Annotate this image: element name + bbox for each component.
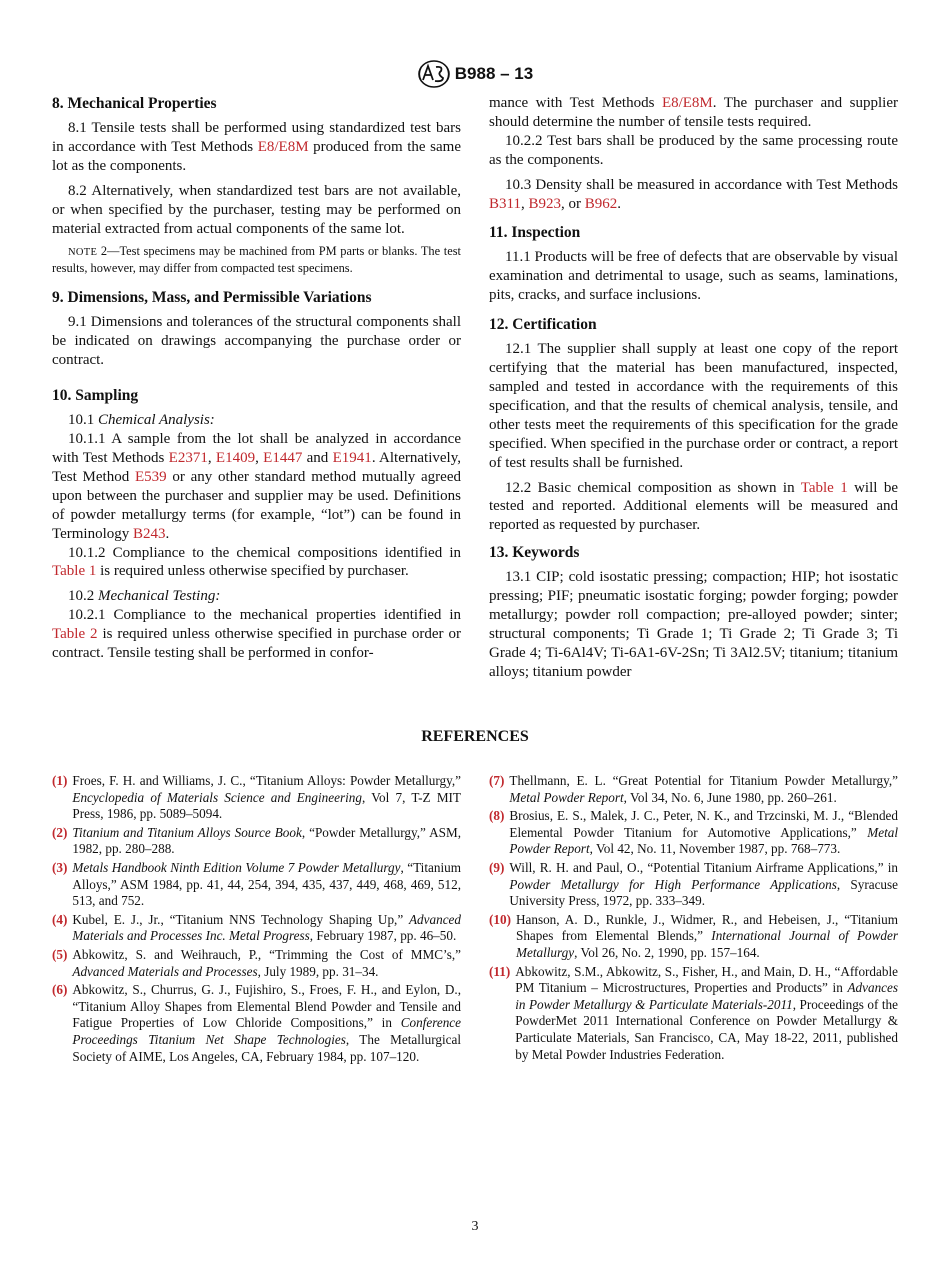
link-b243[interactable]: B243 xyxy=(133,525,166,542)
paragraph-10-2-1: 10.2.1 Compliance to the mechanical properties identified in Table 2 is required unless otherwise specified in purchase order or contract. Tensile testing shall be performed in confor- xyxy=(52,607,461,662)
reference-7: (7) Thellmann, E. L. “Great Potential for Titanium Powder Metallurgy,” Metal Powder Report, Vol 34, No. 6, June 1980, pp. 260–261. xyxy=(489,773,898,805)
paragraph-12-2: 12.2 Basic chemical composition as shown in Table 1 will be tested and reported. Additional elements will be measured and reported as requested by purchaser. xyxy=(489,479,898,534)
link-b962[interactable]: B962 xyxy=(584,195,618,212)
link-b311[interactable]: B311 xyxy=(489,195,521,212)
reference-5: (5) Abkowitz, S. and Weihrauch, P., “Trimming the Cost of MMC’s,” Advanced Materials and Processes, July 1989, pp. 31–34. xyxy=(52,946,461,979)
paragraph-11-1: 11.1 Products will be free of defects that are observable by visual examination and detrimental to usage, such as seams, laminations, pits, cracks, and surface inclusions. xyxy=(489,249,898,304)
link-e2371[interactable]: E2371 xyxy=(168,449,208,466)
link-e1447[interactable]: E1447 xyxy=(263,449,303,466)
astm-logo-icon xyxy=(417,58,451,90)
note-2: NOTE 2—Test specimens may be machined from PM parts or blanks. The test results, however, may differ from compacted test specimens. xyxy=(52,244,461,275)
link-table-2[interactable]: Table 2 xyxy=(52,626,98,643)
section-9-title: 9. Dimensions, Mass, and Permissible Variations xyxy=(52,289,372,307)
paragraph-12-1: 12.1 The supplier shall supply at least one copy of the report certifying that the material has been manufactured, inspected, sampled and tested in accordance with the requirements of this specification, and that the results of chemical analysis, tensile, and other tests meet the requirements of this specification for the grade specified. When specified in the purchase order or contract, a report of test results shall be furnished. xyxy=(489,341,898,471)
reference-10: (10) Hanson, A. D., Runkle, J., Widmer, R., and Hebeisen, J., “Titanium Shapes from Elemental Blends,” International Journal of Powder Metallurgy, Vol 26, No. 2, 1990, pp. 157–164. xyxy=(489,911,898,960)
paragraph-10-1-1: 10.1.1 A sample from the lot shall be analyzed in accordance with Test Methods E2371, E1409, E1447 and E1941. Alternatively, Test Method E539 or any other standard method mutually agreed upon between the purchaser and supplier may be used. Definitions of powder metallurgy terms (for example, “lot”) can be found in Terminology B243. xyxy=(52,431,461,542)
paragraph-10-1: 10.1 Chemical Analysis: xyxy=(68,412,215,429)
section-13-title: 13. Keywords xyxy=(489,544,580,562)
reference-11: (11) Abkowitz, S.M., Abkowitz, S., Fisher, H., and Main, D. H., “Affordable PM Titanium – Microstructures, Properties and Products” in Advances in Powder Metallurgy & Particulate Materials-2011, Proceedings of the PowderMet 2011 International Conference on Powder Metallurgy & Particulate Materials, San Francisco, CA, May 18-22, 2011, published by Metal Powder Industries Federation. xyxy=(489,963,898,1062)
link-e1409[interactable]: E1409 xyxy=(215,449,256,466)
section-8-title: 8. Mechanical Properties xyxy=(52,95,217,112)
reference-6: (6) Abkowitz, S., Churrus, G. J., Fujishiro, S., Froes, F. H., and Eylon, D., “Titanium Alloy Shapes from Elemental Blend Powder and Tensile and Fatigue Properties of Low Chloride Compositions,” in Conference Proceedings Titanium Net Shape Technologies, The Metallurgical Society of AIME, Los Angeles, CA, February 1984, pp. 107–120. xyxy=(52,982,461,1064)
link-table-1[interactable]: Table 1 xyxy=(52,563,97,580)
reference-8: (8) Brosius, E. S., Malek, J. C., Peter, N. K., and Trzcinski, M. J., “Blended Elemental Powder Titanium for Automotive Applications,” Metal Powder Report, Vol 42, No. 11, November 1987, pp. 768–773. xyxy=(489,808,898,857)
paragraph-10-3: 10.3 Density shall be measured in accordance with Test Methods B311, B923, or B962. xyxy=(489,176,898,212)
link-e539[interactable]: E539 xyxy=(134,468,167,485)
reference-4: (4) Kubel, E. J., Jr., “Titanium NNS Technology Shaping Up,” Advanced Materials and Processes Inc. Metal Progress, February 1987, pp. 46–50. xyxy=(52,911,461,944)
paragraph-8-2: 8.2 Alternatively, when standardized test bars are not available, or when specified by the purchaser, testing may be performed on material extracted from actual components of the same lot. xyxy=(52,182,461,237)
paragraph-10-2: 10.2 Mechanical Testing: xyxy=(68,588,221,605)
section-10-title: 10. Sampling xyxy=(52,387,139,405)
link-e8-e8m[interactable]: E8/E8M xyxy=(257,138,309,155)
document-id: B988 – 13 xyxy=(454,64,534,83)
section-11-title: 11. Inspection xyxy=(489,224,581,242)
paragraph-10-2-2: 10.2.2 Test bars shall be produced by the same processing route as the components. xyxy=(489,132,898,168)
page-header xyxy=(0,58,950,90)
reference-9: (9) Will, R. H. and Paul, O., “Potential Titanium Airframe Applications,” in Powder Metallurgy for High Performance Applications, Syracuse University Press, 1972, pp. 333–349. xyxy=(489,859,899,909)
references-left xyxy=(52,773,461,1067)
left-column xyxy=(52,94,461,669)
reference-1: (1) Froes, F. H. and Williams, J. C., “Titanium Alloys: Powder Metallurgy,” Encyclopedia of Materials Science and Engineering, Vol 7, T-Z MIT Press, 1986, pp. 5089–5094. xyxy=(52,773,461,822)
reference-3: (3) Metals Handbook Ninth Edition Volume 7 Powder Metallurgy, “Titanium Alloys,” ASM 1984, pp. 41, 44, 254, 394, 435, 437, 449, 468, 469, 512, 513, and 752. xyxy=(52,859,461,909)
link-e8-e8m-2[interactable]: E8/E8M xyxy=(661,95,713,111)
references-right xyxy=(489,773,898,1065)
link-table-1-b[interactable]: Table 1 xyxy=(800,479,848,496)
link-b923[interactable]: B923 xyxy=(528,195,561,212)
link-e1941[interactable]: E1941 xyxy=(332,449,372,466)
references-title: REFERENCES xyxy=(421,728,529,745)
reference-2: (2) Titanium and Titanium Alloys Source Book, “Powder Metallurgy,” ASM, 1982, pp. 280–288. xyxy=(52,824,461,857)
paragraph-13-1: 13.1 CIP; cold isostatic pressing; compaction; HIP; hot isostatic pressing; PIF; pneumatic isostatic forging; powder forging; powder metallurgy; powder roll compaction; pre-alloyed powder; sinter; structural components; Ti Grade 1; Ti Grade 2; Ti Grade 3; Ti Grade 4; Ti-6Al4V; Ti-6A1-6V-2Sn; Ti 3Al2.5V; titanium; titanium alloys; titanium powder xyxy=(489,569,898,680)
paragraph-8-1: 8.1 Tensile tests shall be performed using standardized test bars in accordance with Test Methods E8/E8M produced from the same lot as the components. xyxy=(52,120,461,174)
paragraph-10-2-1-continued: mance with Test Methods E8/E8M. The purchaser and supplier should determine the number of tensile tests required. xyxy=(489,95,898,130)
right-column xyxy=(489,94,898,688)
section-12-title: 12. Certification xyxy=(489,316,597,334)
paragraph-10-1-2: 10.1.2 Compliance to the chemical compositions identified in Table 1 is required unless otherwise specified by purchaser. xyxy=(52,544,461,580)
page-number: 3 xyxy=(471,1219,479,1234)
paragraph-9-1: 9.1 Dimensions and tolerances of the structural components shall be indicated on drawings accompanying the purchase order or contract. xyxy=(52,314,461,369)
